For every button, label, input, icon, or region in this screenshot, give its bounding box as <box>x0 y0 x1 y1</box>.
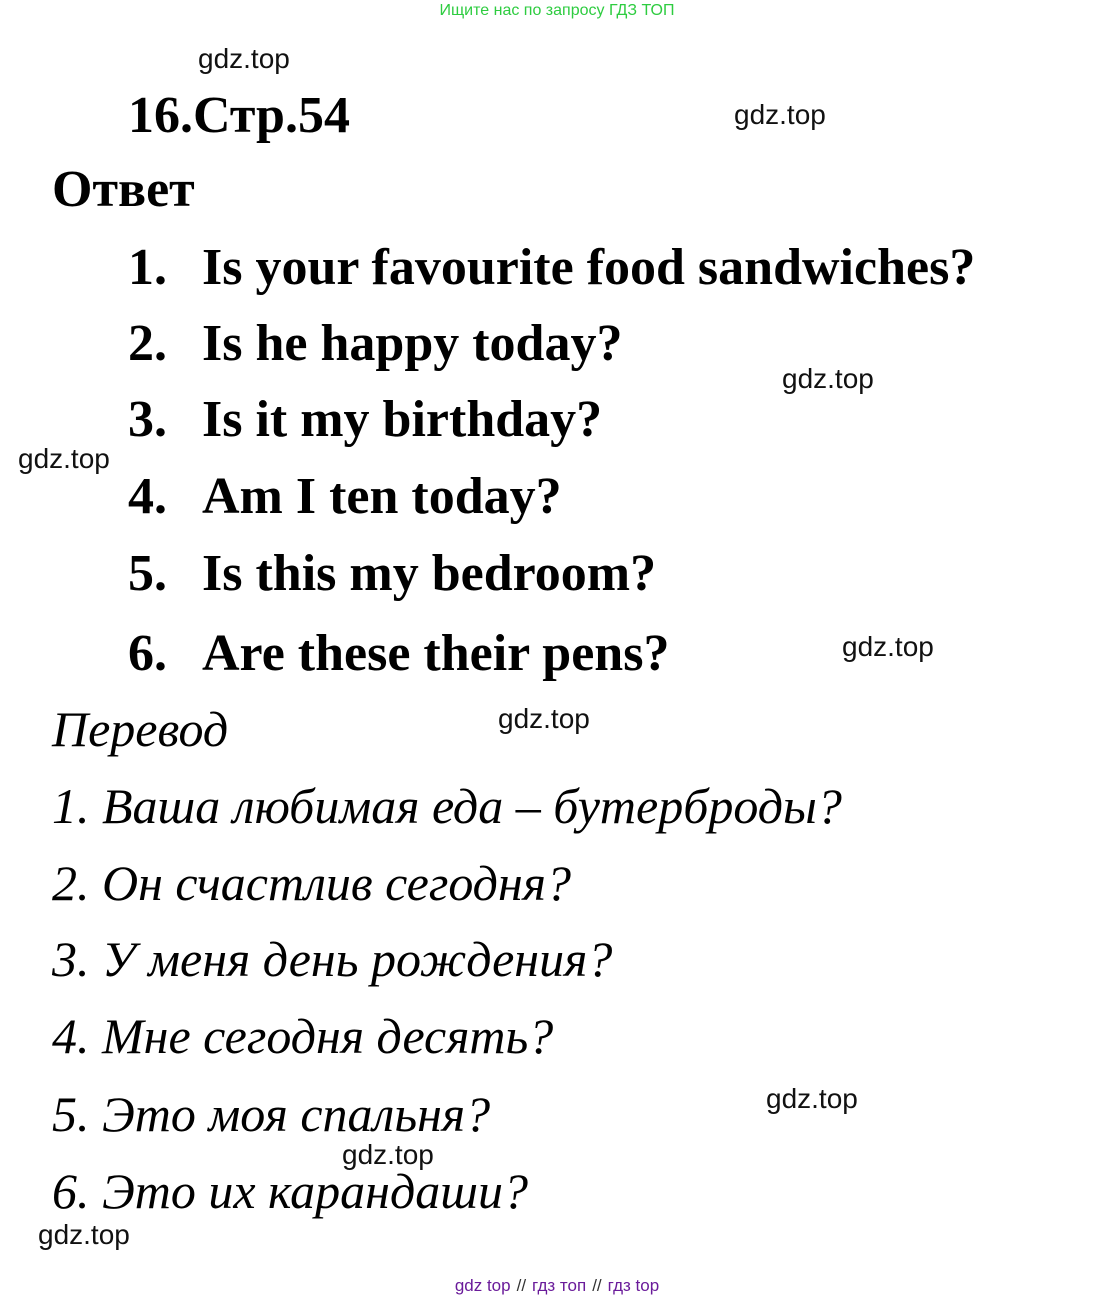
answer-text: Are these their pens? <box>202 625 670 682</box>
answer-number: 5. <box>128 545 167 602</box>
answer-text: Is he happy today? <box>202 315 623 372</box>
footer-separator: // <box>516 1276 527 1295</box>
answer-item <box>128 544 656 604</box>
footer-link-gdz-top-mixed[interactable]: гдз top <box>607 1276 660 1295</box>
answer-number: 1. <box>128 239 167 296</box>
answer-number: 3. <box>128 391 167 448</box>
answer-text: Is it my birthday? <box>202 391 603 448</box>
watermark: gdz.top <box>342 1139 434 1170</box>
watermark: gdz.top <box>198 43 290 74</box>
page-title: 16.Стр.54 <box>128 87 350 144</box>
answer-item <box>128 238 975 298</box>
answer-text: Is this my bedroom? <box>202 545 657 602</box>
translation-item: 3. У меня день рождения? <box>52 931 613 987</box>
answer-item <box>128 624 669 684</box>
footer-link-gdz-top[interactable]: gdz top <box>454 1276 511 1295</box>
footer-link-gdz-top-ru[interactable]: гдз топ <box>532 1276 587 1295</box>
translation-heading: Перевод <box>52 701 229 757</box>
translation-item: 4. Мне сегодня десять? <box>52 1008 554 1064</box>
translation-item: 2. Он счастлив сегодня? <box>52 855 572 911</box>
footer-links <box>0 1275 1114 1297</box>
watermark: gdz.top <box>38 1219 130 1250</box>
footer-separator: // <box>592 1276 602 1295</box>
answer-number: 2. <box>128 315 167 372</box>
answer-item <box>128 314 622 374</box>
answer-item <box>128 390 602 450</box>
answer-heading: Ответ <box>52 161 195 218</box>
answer-text: Is your favourite food sandwiches? <box>202 239 976 296</box>
translation-item: 6. Это их карандаши? <box>52 1163 529 1219</box>
translation-item: 1. Ваша любимая еда – бутерброды? <box>52 778 842 834</box>
answer-item <box>128 467 562 527</box>
watermark: gdz.top <box>18 443 110 474</box>
answer-number: 4. <box>128 468 167 525</box>
watermark: gdz.top <box>782 363 874 394</box>
answer-number: 6. <box>128 625 167 682</box>
watermark: gdz.top <box>842 631 934 662</box>
top-banner: Ищите нас по запросу ГДЗ ТОП <box>439 2 675 19</box>
translation-item: 5. Это моя спальня? <box>52 1086 491 1142</box>
watermark: gdz.top <box>734 99 826 130</box>
watermark: gdz.top <box>498 703 590 734</box>
answer-text: Am I ten today? <box>202 468 562 525</box>
watermark: gdz.top <box>766 1083 858 1114</box>
